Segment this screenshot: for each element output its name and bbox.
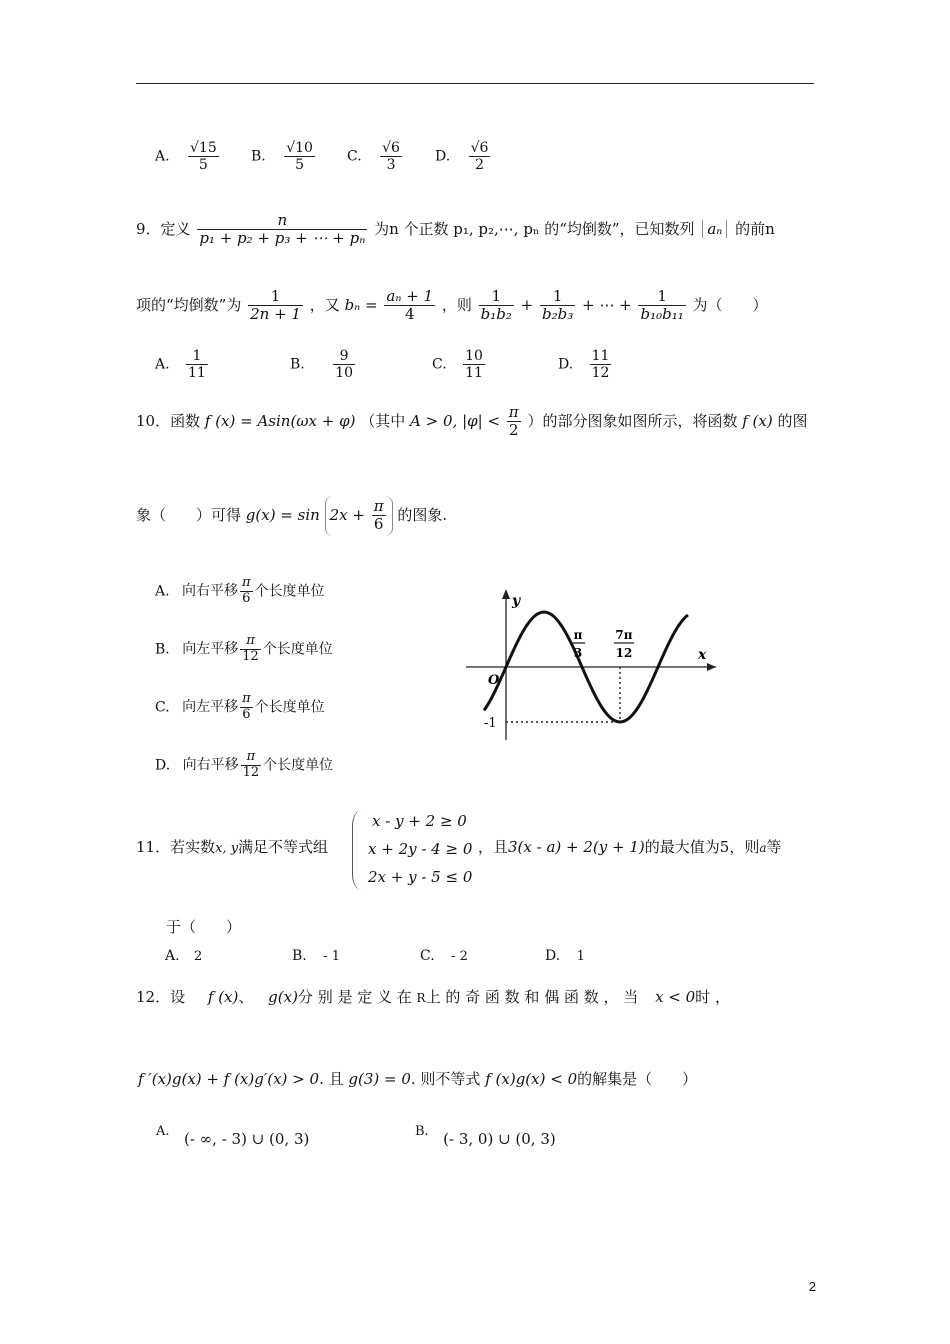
x-axis-arrow [707, 663, 716, 671]
q11-option-c[interactable]: C. - 2 [420, 948, 468, 964]
y-axis-arrow [502, 589, 510, 599]
tick-pi-over-3-num: π [573, 628, 583, 642]
tick-pi-over-3-den: 3 [573, 646, 583, 660]
q9-line-1: 9．定义 $\frac{n}{\text{p₁ + p₂ + p₃ + ⋯ + pₙ}}$ 为n 个正数 p₁, p₂,⋯, pₙ 的“均倒数”，已知数列 aₙ 的前n [136, 211, 775, 248]
q12-option-a[interactable]: A. (- ∞, - 3) ∪ (0, 3) [156, 1124, 310, 1148]
option-denominator: 5 [295, 157, 305, 174]
q10-sine-graph [466, 585, 726, 745]
y-axis-label: y [512, 593, 521, 609]
q11-option-d[interactable]: D. 1 [545, 948, 585, 964]
option-numerator: √15 [190, 140, 217, 156]
page-number: 2 [808, 1279, 816, 1294]
option-numerator: √10 [286, 140, 313, 156]
q9-definition-fraction: $\frac{n}{\text{p₁ + p₂ + p₃ + ⋯ + pₙ}}$ [199, 211, 366, 248]
inequality-3: 2x + y - 5 ≤ 0 [368, 868, 473, 886]
q10-option-d[interactable]: D. 向右平移 $\frac{\pi}{12}$ 个长度单位 [155, 749, 334, 780]
q11-option-b[interactable]: B. - 1 [292, 948, 340, 964]
q10-line-1: 10．函数 f (x) = Asin(ωx + φ) （其中 A > 0, |φ| < $\frac{\pi}{2}$ ）的部分图象如图所示，将函数 f (x) 的图 [136, 403, 808, 440]
q11-line-1-right: ，且3(x - a) + 2(y + 1)的最大值为5，则a等 [478, 838, 782, 856]
q8-option-a[interactable]: A. $\frac{√15}{5}$ [155, 140, 217, 174]
q10-option-c[interactable]: C. 向左平移 $\frac{\pi}{6}$ 个长度单位 [155, 691, 325, 722]
system-brace [352, 810, 361, 890]
q9-option-d[interactable]: D. $\frac{11}{12}$ [558, 348, 610, 382]
q12-line-2: f ′(x)g(x) + f (x)g′(x) > 0. 且 g(3) = 0. 则不等式 f (x)g(x) < 0的解集是（ ） [138, 1070, 698, 1088]
q10-option-b[interactable]: B. 向左平移 $\frac{\pi}{12}$ 个长度单位 [155, 633, 333, 664]
q10-option-a[interactable]: A. 向右平移 $\frac{\pi}{6}$ 个长度单位 [155, 575, 325, 606]
q8-option-c[interactable]: C. $\frac{√6}{3}$ [347, 140, 400, 174]
origin-label: O [488, 673, 500, 688]
inequality-2: x + 2y - 4 ≥ 0 [368, 840, 473, 858]
option-denominator: 2 [475, 157, 485, 174]
inequality-1: x - y + 2 ≥ 0 [372, 812, 467, 830]
q11-option-a[interactable]: A. 2 [165, 948, 203, 964]
q12-line-1: 12．设 f (x)、 g(x)分 别 是 定 义 在 R上 的 奇 函 数 和 偶 函 数 ， 当 x < 0时 ， [136, 988, 730, 1006]
option-denominator: 3 [386, 157, 396, 174]
q10-line-2: 象（ ）可得 g(x) = sin 2x + $\frac{\pi}{6}$ 的图象. [136, 496, 447, 536]
q11-line-2: 于（ ） [166, 918, 242, 936]
ymin-label: -1 [484, 716, 497, 731]
q11-line-1-left: 11．若实数x, y满足不等式组 [136, 838, 329, 856]
q9-option-c[interactable]: C. $\frac{10}{11}$ [432, 348, 483, 382]
q8-option-b[interactable]: B. $\frac{√10}{5}$ [251, 140, 313, 174]
q9-line-2: 项的“均倒数”为 $\frac{1}{2n + 1}$ ，又 bₙ = $\frac{\text{aₙ + 1}}{4}$ ，则 $\frac{1}{\text{b₁b₂}}$ + $\frac{1}{\text{b₂b₃}}$ + ⋯ + $\frac{1}{\text{b₁₀b₁₁}}$ 为（ ） [136, 287, 768, 324]
option-numerator: √6 [470, 140, 489, 156]
q8-option-d[interactable]: D. $\frac{√6}{2}$ [435, 140, 489, 174]
option-denominator: 5 [198, 157, 208, 174]
header-rule [136, 83, 814, 84]
option-numerator: √6 [382, 140, 400, 156]
sequence-symbol: aₙ [702, 220, 727, 238]
q12-option-b[interactable]: B. (- 3, 0) ∪ (0, 3) [415, 1124, 556, 1148]
q9-option-b[interactable]: B. $\frac{9}{10}$ [290, 348, 354, 382]
tick-7pi-over-12-den: 12 [615, 646, 633, 660]
q9-option-a[interactable]: A. $\frac{1}{11}$ [155, 348, 206, 382]
tick-7pi-over-12-num: 7π [615, 628, 633, 642]
x-axis-label: x [698, 647, 707, 663]
